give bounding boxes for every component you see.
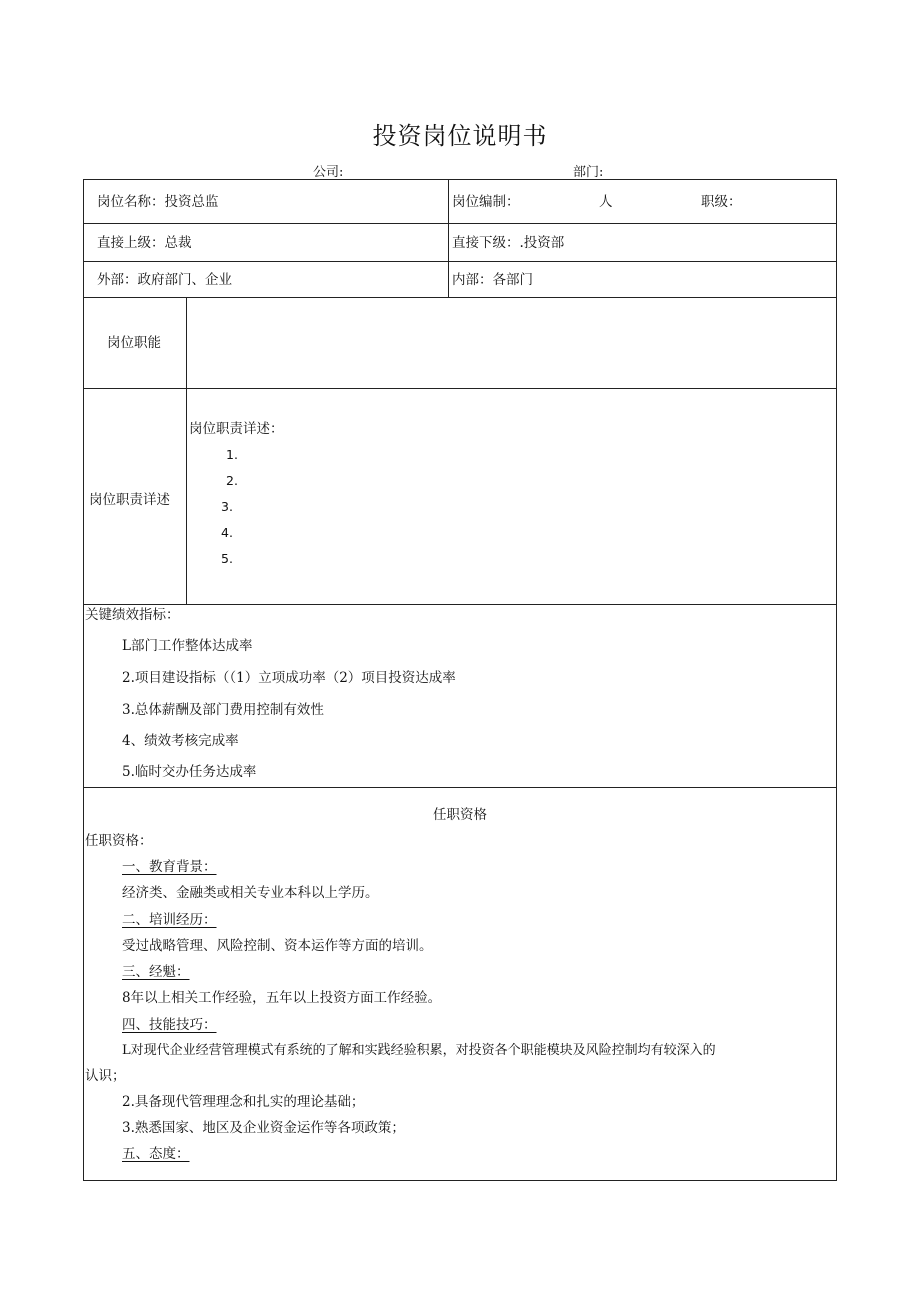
kpi-item: 5.临时交办任务达成率 [122, 764, 257, 780]
duties-heading: 岗位职责详述： [189, 421, 284, 437]
document-title: 投资岗位说明书 [372, 122, 548, 150]
kpi-item: 4、绩效考核完成率 [122, 733, 239, 749]
experience-heading: 三、经魁： [122, 964, 190, 980]
skill-item-line: L对现代企业经营管理模式有系统的了解和实践经验积累，对投资各个职能模块及风险控制均有较深入的 [122, 1043, 716, 1058]
qualification-heading: 任职资格： [85, 833, 153, 849]
kpi-item: 3.总体薪酬及部门费用控制有效性 [122, 702, 324, 718]
qualification-title: 任职资格 [433, 807, 487, 823]
kpi-heading: 关键绩效指标： [85, 607, 180, 623]
column-divider [448, 179, 449, 297]
row-divider [83, 223, 837, 224]
skill-item-line: 认识； [85, 1068, 126, 1084]
duty-item: 2. [226, 473, 238, 488]
row-divider [83, 604, 837, 605]
education-heading: 一、教育背景： [122, 859, 217, 875]
row-divider [83, 261, 837, 262]
duties-label: 岗位职责详述 [89, 492, 170, 508]
kpi-item: L部门工作整体达成率 [122, 638, 253, 654]
duty-item: 5. [221, 551, 233, 566]
duty-item: 4. [221, 525, 233, 540]
education-text: 经济类、金融类或相关专业本科以上学历。 [122, 885, 379, 901]
external-contacts: 外部：政府部门、企业 [97, 272, 232, 288]
duty-item: 3. [221, 499, 233, 514]
row-divider [83, 388, 837, 389]
headcount-unit: 人 [599, 194, 613, 210]
direct-subordinate: 直接下级：.投资部 [452, 235, 565, 251]
function-label: 岗位职能 [107, 335, 161, 351]
headcount-label: 岗位编制： [452, 194, 520, 210]
kpi-item: 2.项目建设指标（（1）立项成功率（2）项目投资达成率 [122, 670, 456, 686]
skill-item: 2.具备现代管理理念和扎实的理论基础； [122, 1094, 365, 1110]
row-divider [83, 297, 837, 298]
experience-text: 8年以上相关工作经验，五年以上投资方面工作经验。 [122, 990, 442, 1006]
department-label: 部门: [573, 165, 604, 180]
training-heading: 二、培训经历： [122, 912, 217, 928]
column-divider [186, 297, 187, 604]
skills-heading: 四、技能技巧： [122, 1017, 217, 1033]
direct-superior: 直接上级：总裁 [97, 235, 192, 251]
position-name: 岗位名称：投资总监 [97, 194, 219, 210]
company-label: 公司: [313, 165, 344, 180]
attitude-heading: 五、态度： [122, 1146, 190, 1162]
row-divider [83, 787, 837, 788]
training-text: 受过战略管理、风险控制、资本运作等方面的培训。 [122, 938, 433, 954]
duty-item: 1. [226, 447, 238, 462]
skill-item: 3.熟悉国家、地区及企业资金运作等各项政策； [122, 1120, 405, 1136]
grade-label: 职级： [701, 194, 742, 210]
internal-contacts: 内部：各部门 [452, 272, 533, 288]
